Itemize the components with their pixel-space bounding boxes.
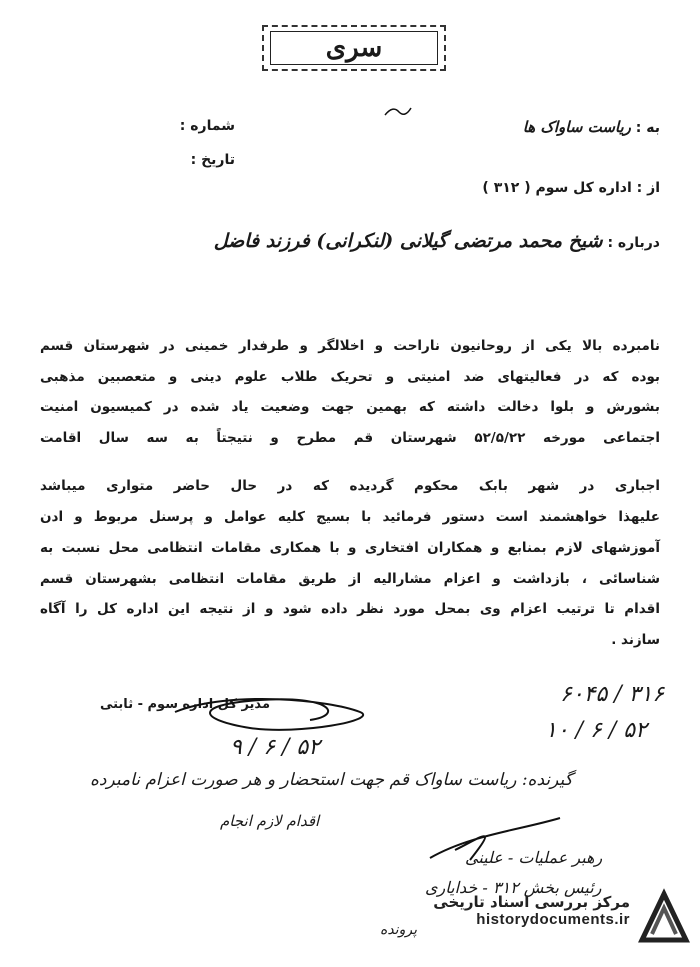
handwritten-date-left: ۹ / ۶ / ۵۲ [230,735,321,760]
signature-scribble-lower [430,818,560,860]
body-line-1: نامبرده بالا یکی از روحانیون ناراحت و اخلالگر و طرفدار خمینی در شهرستان قسم [40,338,660,354]
body-line-4: اجتماعی مورخه ۵۲/۵/۲۲ شهرستان قم مطرح و نتیجتاً به سه سال اقامت [40,430,660,446]
body-line-6: علیهذا خواهشمند است دستور فرمائید با بسیج کلیه عوامل و پرسنل مربوط و ادن [40,509,660,525]
watermark-persian: مرکز بررسی اسناد تاریخی [433,893,630,911]
signature-scribble-main [175,699,363,730]
body-line-3: بشورش و بلوا دخالت داشته که بهمین جهت وضعیت یاد شده در کمیسیون امنیت [40,399,660,415]
watermark-english: historydocuments.ir [476,911,630,928]
body-line-5: اجباری در شهر بابک محکوم گردیده که در حال حاضر متواری میباشد [40,478,660,494]
number-label: شماره : [179,118,235,134]
handwritten-note-1: گیرنده: ریاست ساواک قم جهت استحضار و هر صورت اعزام نامبرده [90,770,573,790]
signature-line: مدیر کل اداره سوم - ثابتی [99,697,270,712]
watermark-logo-icon [636,888,692,948]
body-line-7: آموزشهای لازم بمنابع و همکاران افتخاری و با همکاری مقامات انتظامی محل نسبت به [40,540,660,556]
from-label: از : [636,180,660,196]
handwritten-note-2: اقدام لازم انجام [220,812,320,830]
body-line-10: سازند . [611,632,660,648]
body-line-9: اقدام تا ترتیب اعزام وی بمحل مورد نظر داده شود و از نتیجه این اداره کل را آگاه [40,601,660,617]
subject-value: شیخ محمد مرتضی گیلانی (لنکرانی) فرزند فاضل [213,230,603,252]
date-label: تاریخ : [190,152,235,168]
handwritten-number: ۶۰۴۵ / ۳۱۶ [560,682,665,707]
stamp-scribble [385,108,411,115]
watermark [420,893,630,928]
from-value: اداره کل سوم ( ۳۱۲ ) [482,180,632,196]
subject-label: درباره : [607,235,660,251]
body-line-8: شناسائی ، بازداشت و اعزام مشارالیه از طریق مقامات انتظامی بشهرستان قسم [40,571,660,587]
to-value: ریاست ساواک ها [522,118,631,136]
handwritten-signer-3: پرونده [380,922,417,938]
body-line-2: بوده که در فعالیتهای ضد امنیتی و تحریک طلاب علوم دینی و متعصبین مذهبی [40,369,660,385]
to-label: به : [635,120,660,136]
handwritten-signer-2: رئیس بخش ۳۱۲ - خدایاری [425,878,602,897]
handwritten-signer-1: رهبر عملیات - علینی [465,848,603,867]
handwritten-date-right: ۱۰ / ۶ / ۵۲ [545,718,647,743]
classification-label: سری [270,31,438,65]
